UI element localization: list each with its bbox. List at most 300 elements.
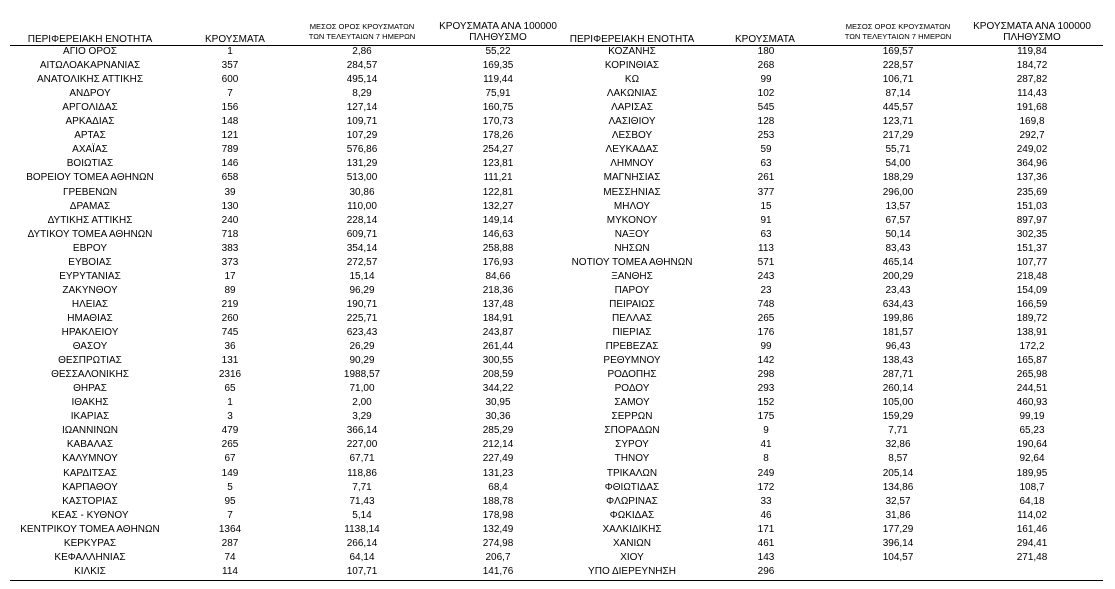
per100k-cell: 114,02 — [1017, 509, 1047, 521]
avg7-cell: 287,71 — [882, 369, 914, 381]
per100k-cell: 364,96 — [1016, 158, 1048, 170]
avg7-cell: 54,00 — [885, 158, 911, 170]
per100k-cell: 131,23 — [482, 467, 514, 479]
avg7-cell: 227,00 — [346, 439, 378, 451]
cases-cell: 114 — [222, 565, 238, 577]
avg7-cell: 50,14 — [885, 228, 911, 240]
avg7-cell: 110,00 — [347, 200, 377, 212]
cases-cell: 15 — [760, 200, 772, 212]
avg7-cell: 107,29 — [346, 130, 378, 142]
region-cell: ΜΥΚΟΝΟΥ — [606, 214, 658, 226]
per100k-cell: 99,19 — [1019, 411, 1045, 423]
cases-cell: 479 — [221, 425, 239, 437]
avg7-cell: 15,14 — [349, 270, 375, 282]
region-cell: ΖΑΚΥΝΘΟΥ — [62, 284, 118, 296]
per100k-cell: 64,18 — [1019, 495, 1045, 507]
region-cell: ΧΙΟΥ — [620, 551, 644, 563]
per100k-cell: 141,76 — [482, 565, 514, 577]
avg7-cell: 181,57 — [882, 327, 914, 338]
avg7-cell: 225,71 — [346, 312, 378, 324]
avg7-cell: 23,43 — [885, 284, 911, 296]
per100k-cell: 897,97 — [1016, 214, 1048, 226]
table-row — [0, 115, 1115, 129]
avg7-cell: 131,29 — [346, 158, 378, 170]
cases-cell: 261 — [757, 172, 775, 184]
avg7-cell: 260,14 — [882, 383, 914, 395]
per100k-cell: 138,91 — [1016, 327, 1048, 338]
table-row — [0, 551, 1115, 565]
per100k-cell: 154,09 — [1016, 284, 1048, 296]
region-cell: ΑΙΤΩΛΟΑΚΑΡΝΑΝΙΑΣ — [39, 60, 141, 72]
avg7-cell: 13,57 — [885, 200, 911, 212]
per100k-cell: 30,36 — [485, 411, 511, 423]
per100k-cell: 132,49 — [482, 523, 514, 535]
table-row — [0, 101, 1115, 115]
region-cell: ΑΡΓΟΛΙΔΑΣ — [62, 102, 118, 114]
per100k-cell: 169,8 — [1019, 116, 1045, 128]
avg7-cell: 366,14 — [346, 425, 378, 437]
region-cell: ΣΥΡΟΥ — [615, 439, 649, 451]
region-cell: ΒΟΡΕΙΟΥ ΤΟΜΕΑ ΑΘΗΝΩΝ — [26, 172, 154, 184]
avg7-cell: 495,14 — [346, 74, 378, 86]
avg7-cell: 30,86 — [349, 186, 375, 198]
cases-cell: 789 — [221, 144, 239, 156]
cases-cell: 748 — [757, 298, 775, 310]
cases-cell: 377 — [757, 186, 775, 198]
avg7-cell: 188,29 — [882, 172, 914, 184]
cases-cell: 156 — [221, 102, 239, 114]
region-cell: ΛΕΣΒΟΥ — [611, 130, 653, 142]
header-region-left — [10, 18, 170, 45]
per100k-cell: 146,63 — [482, 228, 514, 240]
cases-cell: 65 — [224, 383, 236, 395]
per100k-cell: 300,55 — [482, 355, 514, 367]
avg7-cell: 118,86 — [347, 467, 377, 479]
avg7-cell: 1138,14 — [344, 523, 380, 535]
header-avg7-right — [828, 18, 968, 45]
cases-cell: 130 — [221, 200, 239, 212]
per100k-cell: 137,48 — [482, 298, 514, 310]
header-avg7-line2: ΤΩΝ ΤΕΛΕΥΤΑΙΩΝ 7 ΗΜΕΡΩΝ — [844, 31, 952, 41]
cases-cell: 41 — [760, 439, 772, 451]
cases-cell: 172 — [757, 481, 775, 493]
region-cell: ΜΑΓΝΗΣΙΑΣ — [603, 172, 661, 184]
per100k-cell: 184,91 — [482, 312, 514, 324]
avg7-cell: 138,43 — [882, 355, 914, 367]
region-cell: ΕΥΡΥΤΑΝΙΑΣ — [59, 270, 121, 282]
region-cell: ΠΕΛΛΑΣ — [611, 312, 653, 324]
avg7-cell: 55,71 — [885, 144, 911, 156]
per100k-cell: 161,46 — [1016, 523, 1048, 535]
region-cell: ΡΟΔΟΥ — [614, 383, 650, 395]
avg7-cell: 2,86 — [352, 46, 372, 57]
region-cell: ΑΝΑΤΟΛΙΚΗΣ ΑΤΤΙΚΗΣ — [36, 74, 144, 86]
avg7-cell: 513,00 — [346, 172, 378, 184]
avg7-cell: 200,29 — [882, 270, 914, 282]
header-region-label: ΠΕΡΙΦΕΡΕΙΑΚΗ ΕΝΟΤΗΤΑ — [569, 34, 695, 45]
per100k-cell: 254,27 — [482, 144, 514, 156]
footer-divider — [10, 580, 1103, 581]
cases-cell: 287 — [221, 537, 239, 549]
per100k-cell: 274,98 — [482, 537, 514, 549]
cases-cell: 243 — [757, 270, 775, 282]
cases-cell: 59 — [760, 144, 772, 156]
per100k-cell: 227,49 — [482, 453, 514, 465]
region-cell: ΝΑΞΟΥ — [614, 228, 650, 240]
cases-cell: 74 — [224, 551, 236, 563]
cases-cell: 600 — [221, 74, 239, 86]
per100k-cell: 119,84 — [1017, 46, 1047, 57]
per100k-cell: 178,98 — [482, 509, 514, 521]
header-cases-right — [720, 18, 810, 45]
region-cell: ΘΑΣΟΥ — [72, 341, 108, 353]
cases-cell: 658 — [221, 172, 239, 184]
per100k-cell: 190,64 — [1016, 439, 1048, 451]
per100k-cell: 92,64 — [1019, 453, 1045, 465]
cases-cell: 745 — [221, 327, 239, 338]
region-cell: ΜΗΛΟΥ — [613, 200, 651, 212]
per100k-cell: 160,75 — [482, 102, 514, 114]
region-cell: ΚΑΡΠΑΘΟΥ — [62, 481, 118, 493]
region-cell: ΡΟΔΟΠΗΣ — [607, 369, 657, 381]
table-row — [0, 284, 1115, 298]
avg7-cell: 67,57 — [885, 214, 911, 226]
per100k-cell: 243,87 — [482, 327, 514, 338]
per100k-cell: 55,22 — [485, 46, 511, 57]
cases-cell: 461 — [757, 537, 775, 549]
per100k-cell: 302,35 — [1016, 228, 1048, 240]
table-row — [0, 509, 1115, 523]
region-cell: ΤΗΝΟΥ — [614, 453, 650, 465]
per100k-cell: 189,95 — [1016, 467, 1048, 479]
table-row — [0, 45, 1115, 59]
cases-cell: 102 — [757, 88, 775, 100]
avg7-cell: 296,00 — [882, 186, 914, 198]
header-per100k-left — [428, 18, 568, 45]
table-row — [0, 200, 1115, 214]
cases-cell: 33 — [760, 495, 772, 507]
region-cell: ΚΑΛΥΜΝΟΥ — [62, 453, 118, 465]
region-cell: ΚΟΡΙΝΘΙΑΣ — [604, 60, 660, 72]
per100k-cell: 84,66 — [485, 270, 511, 282]
region-cell: ΗΛΕΙΑΣ — [71, 298, 109, 310]
per100k-cell: 261,44 — [482, 341, 514, 353]
header-per100k-line1: ΚΡΟΥΣΜΑΤΑ ΑΝΑ 100000 — [439, 20, 557, 32]
header-cases-left — [190, 18, 280, 45]
avg7-cell: 107,71 — [346, 565, 378, 577]
per100k-cell: 108,7 — [1019, 481, 1045, 493]
region-cell: ΚΟΖΑΝΗΣ — [608, 46, 656, 57]
cases-cell: 373 — [221, 256, 239, 268]
avg7-cell: 272,57 — [346, 256, 378, 268]
avg7-cell: 396,14 — [882, 537, 914, 549]
region-cell: ΑΡΤΑΣ — [74, 130, 106, 142]
header-avg7-line1: ΜΕΣΟΣ ΟΡΟΣ ΚΡΟΥΣΜΑΤΩΝ — [845, 21, 951, 31]
avg7-cell: 8,57 — [888, 453, 908, 465]
cases-cell: 152 — [757, 397, 775, 409]
region-cell: ΛΗΜΝΟΥ — [610, 158, 654, 170]
table-row — [0, 270, 1115, 284]
region-cell: ΜΕΣΣΗΝΙΑΣ — [603, 186, 661, 198]
region-cell: ΚΩ — [624, 74, 640, 86]
region-cell: ΕΥΒΟΙΑΣ — [68, 256, 112, 268]
per100k-cell: 206,7 — [485, 551, 511, 563]
region-cell: ΛΑΣΙΘΙΟΥ — [608, 116, 656, 128]
per100k-cell: 265,98 — [1016, 369, 1048, 381]
table-row — [0, 171, 1115, 185]
region-cell: ΧΑΛΚΙΔΙΚΗΣ — [602, 523, 662, 535]
per100k-cell: 285,29 — [482, 425, 514, 437]
cases-cell: 113 — [758, 242, 774, 254]
region-cell: ΙΚΑΡΙΑΣ — [70, 411, 110, 423]
avg7-cell: 576,86 — [346, 144, 378, 156]
region-cell: ΣΠΟΡΑΔΩΝ — [604, 425, 660, 437]
per100k-cell: 218,48 — [1016, 270, 1048, 282]
cases-cell: 545 — [757, 102, 775, 114]
table-row — [0, 410, 1115, 424]
per100k-cell: 344,22 — [482, 383, 514, 395]
avg7-cell: 71,00 — [349, 383, 375, 395]
cases-cell: 293 — [757, 383, 775, 395]
table-row — [0, 59, 1115, 73]
cases-cell: 128 — [757, 116, 775, 128]
per100k-cell: 208,59 — [482, 369, 514, 381]
table-row — [0, 396, 1115, 410]
region-cell: ΗΡΑΚΛΕΙΟΥ — [61, 327, 119, 338]
avg7-cell: 8,29 — [352, 88, 372, 100]
table-row — [0, 523, 1115, 537]
cases-cell: 298 — [757, 369, 775, 381]
avg7-cell: 3,29 — [352, 411, 372, 423]
table-row — [0, 481, 1115, 495]
region-cell: ΠΙΕΡΙΑΣ — [612, 327, 652, 338]
cases-cell: 8 — [763, 453, 769, 465]
table-row — [0, 565, 1115, 579]
region-cell: ΠΑΡΟΥ — [614, 284, 650, 296]
table-row — [0, 228, 1115, 242]
table-row — [0, 214, 1115, 228]
per100k-cell: 172,2 — [1019, 341, 1045, 353]
per100k-cell: 149,14 — [482, 214, 514, 226]
avg7-cell: 445,57 — [882, 102, 914, 114]
region-cell: ΚΑΣΤΟΡΙΑΣ — [62, 495, 118, 507]
per100k-cell: 114,43 — [1017, 88, 1047, 100]
avg7-cell: 609,71 — [346, 228, 378, 240]
region-cell: ΝΗΣΩΝ — [614, 242, 650, 254]
cases-cell: 176 — [757, 327, 775, 338]
region-cell: ΚΙΛΚΙΣ — [74, 565, 106, 577]
avg7-cell: 83,43 — [885, 242, 911, 254]
per100k-cell: 218,36 — [482, 284, 514, 296]
cases-cell: 7 — [227, 509, 233, 521]
per100k-cell: 119,44 — [483, 74, 513, 86]
per100k-cell: 258,88 — [482, 242, 514, 254]
avg7-cell: 169,57 — [882, 46, 914, 57]
cases-cell: 9 — [763, 425, 769, 437]
region-cell: ΚΑΒΑΛΑΣ — [66, 439, 114, 451]
cases-cell: 23 — [760, 284, 772, 296]
header-avg7-line2: ΤΩΝ ΤΕΛΕΥΤΑΙΩΝ 7 ΗΜΕΡΩΝ — [308, 31, 416, 41]
region-cell: ΘΕΣΠΡΩΤΙΑΣ — [58, 355, 122, 367]
table-row — [0, 87, 1115, 101]
cases-cell: 383 — [221, 242, 239, 254]
region-cell: ΗΜΑΘΙΑΣ — [67, 312, 113, 324]
avg7-cell: 7,71 — [888, 425, 908, 437]
region-cell: ΧΑΝΙΩΝ — [612, 537, 652, 549]
cases-cell: 253 — [757, 130, 775, 142]
avg7-cell: 32,86 — [885, 439, 911, 451]
table-row — [0, 340, 1115, 354]
cases-cell: 268 — [757, 60, 775, 72]
cases-cell: 99 — [760, 74, 772, 86]
header-per100k-line2: ΠΛΗΘΥΣΜΟ — [1003, 31, 1061, 43]
cases-cell: 131 — [221, 355, 239, 367]
cases-cell: 7 — [227, 88, 233, 100]
cases-cell: 17 — [224, 270, 236, 282]
cases-cell: 89 — [224, 284, 236, 296]
avg7-cell: 123,71 — [882, 116, 914, 128]
header-avg7-left — [292, 18, 432, 45]
region-cell: ΑΓΙΟ ΟΡΟΣ — [63, 46, 117, 57]
cases-cell: 718 — [221, 228, 239, 240]
header-region-label: ΠΕΡΙΦΕΡΕΙΑΚΗ ΕΝΟΤΗΤΑ — [27, 34, 153, 45]
per100k-cell: 294,41 — [1016, 537, 1048, 549]
per100k-cell: 189,72 — [1016, 312, 1048, 324]
avg7-cell: 228,14 — [346, 214, 378, 226]
region-cell: ΦΘΙΩΤΙΔΑΣ — [604, 481, 660, 493]
avg7-cell: 105,00 — [882, 397, 914, 409]
cases-cell: 180 — [757, 46, 775, 57]
header-region-right — [562, 18, 702, 45]
region-cell: ΠΡΕΒΕΖΑΣ — [605, 341, 659, 353]
avg7-cell: 106,71 — [882, 74, 914, 86]
region-cell: ΔΥΤΙΚΟΥ ΤΟΜΕΑ ΑΘΗΝΩΝ — [27, 228, 153, 240]
cases-cell: 148 — [221, 116, 239, 128]
header-per100k-right — [962, 18, 1102, 45]
table-row — [0, 495, 1115, 509]
per100k-cell: 165,87 — [1016, 355, 1048, 367]
region-cell: ΒΟΙΩΤΙΑΣ — [66, 158, 114, 170]
table-row — [0, 354, 1115, 368]
region-cell: ΚΕΝΤΡΙΚΟΥ ΤΟΜΕΑ ΑΘΗΝΩΝ — [20, 523, 160, 535]
cases-cell: 3 — [227, 411, 233, 423]
table-row — [0, 326, 1115, 340]
cases-cell: 67 — [224, 453, 236, 465]
cases-cell: 219 — [221, 298, 239, 310]
per100k-cell: 170,73 — [482, 116, 514, 128]
cases-cell: 149 — [221, 467, 239, 479]
cases-cell: 1 — [227, 46, 233, 57]
avg7-cell: 5,14 — [352, 509, 372, 521]
avg7-cell: 354,14 — [346, 242, 378, 254]
region-cell: ΑΡΚΑΔΙΑΣ — [65, 116, 115, 128]
per100k-cell: 68,4 — [488, 481, 508, 493]
avg7-cell: 134,86 — [882, 481, 914, 493]
avg7-cell: 64,14 — [349, 551, 375, 563]
region-cell: ΠΕΙΡΑΙΩΣ — [609, 298, 655, 310]
cases-cell: 296 — [757, 565, 775, 577]
per100k-cell: 122,81 — [482, 186, 514, 198]
region-cell: ΝΟΤΙΟΥ ΤΟΜΕΑ ΑΘΗΝΩΝ — [571, 256, 693, 268]
table-row — [0, 73, 1115, 87]
table-row — [0, 298, 1115, 312]
table-row — [0, 157, 1115, 171]
avg7-cell: 190,71 — [346, 298, 378, 310]
per100k-cell: 460,93 — [1016, 397, 1048, 409]
region-cell: ΙΩΑΝΝΙΝΩΝ — [61, 425, 119, 437]
per100k-cell: 249,02 — [1016, 144, 1048, 156]
per100k-cell: 176,93 — [482, 256, 514, 268]
avg7-cell: 177,29 — [882, 523, 914, 535]
cases-cell: 260 — [221, 312, 239, 324]
region-cell: ΘΕΣΣΑΛΟΝΙΚΗΣ — [51, 369, 129, 381]
table-row — [0, 537, 1115, 551]
cases-cell: 357 — [221, 60, 239, 72]
region-cell: ΛΑΡΙΣΑΣ — [611, 102, 653, 114]
region-cell: ΞΑΝΘΗΣ — [611, 270, 653, 282]
region-cell: ΚΕΡΚΥΡΑΣ — [63, 537, 117, 549]
per100k-cell: 107,77 — [1016, 256, 1048, 268]
avg7-cell: 228,57 — [882, 60, 914, 72]
table-row — [0, 186, 1115, 200]
cases-cell: 1 — [227, 397, 233, 409]
cases-cell: 146 — [221, 158, 239, 170]
region-cell: ΤΡΙΚΑΛΩΝ — [606, 467, 658, 479]
table-row — [0, 467, 1115, 481]
table-row — [0, 143, 1115, 157]
region-cell: ΔΡΑΜΑΣ — [69, 200, 111, 212]
avg7-cell: 67,71 — [349, 453, 375, 465]
region-cell: ΦΩΚΙΔΑΣ — [609, 509, 655, 521]
cases-cell: 46 — [760, 509, 772, 521]
avg7-cell: 90,29 — [349, 355, 375, 367]
per100k-cell: 151,03 — [1016, 200, 1048, 212]
cases-cell: 571 — [757, 256, 775, 268]
cases-cell: 265 — [757, 312, 775, 324]
cases-cell: 91 — [760, 214, 772, 226]
per100k-cell: 65,23 — [1019, 425, 1045, 437]
avg7-cell: 266,14 — [346, 537, 378, 549]
per100k-cell: 30,95 — [485, 397, 511, 409]
region-cell: ΚΕΦΑΛΛΗΝΙΑΣ — [54, 551, 126, 563]
region-cell: ΘΗΡΑΣ — [73, 383, 107, 395]
avg7-cell: 623,43 — [346, 327, 378, 338]
cases-cell: 171 — [757, 523, 775, 535]
per100k-cell: 111,21 — [483, 172, 513, 184]
avg7-cell: 96,29 — [349, 284, 375, 296]
region-cell: ΓΡΕΒΕΝΩΝ — [62, 186, 118, 198]
cases-cell: 99 — [760, 341, 772, 353]
region-cell: ΑΧΑΪΑΣ — [72, 144, 108, 156]
table-row — [0, 368, 1115, 382]
avg7-cell: 1988,57 — [343, 369, 381, 381]
per100k-cell: 178,26 — [482, 130, 514, 142]
region-cell: ΚΕΑΣ - ΚΥΘΝΟΥ — [51, 509, 129, 521]
table-row — [0, 242, 1115, 256]
table-row — [0, 256, 1115, 270]
avg7-cell: 26,29 — [349, 341, 375, 353]
header-per100k-line1: ΚΡΟΥΣΜΑΤΑ ΑΝΑ 100000 — [973, 20, 1091, 32]
avg7-cell: 7,71 — [352, 481, 372, 493]
avg7-cell: 109,71 — [346, 116, 378, 128]
cases-cell: 63 — [760, 228, 772, 240]
table-row — [0, 129, 1115, 143]
avg7-cell: 2,00 — [352, 397, 372, 409]
region-cell: ΔΥΤΙΚΗΣ ΑΤΤΙΚΗΣ — [47, 214, 133, 226]
per100k-cell: 169,35 — [482, 60, 514, 72]
per100k-cell: 191,68 — [1016, 102, 1048, 114]
per100k-cell: 271,48 — [1016, 551, 1048, 563]
